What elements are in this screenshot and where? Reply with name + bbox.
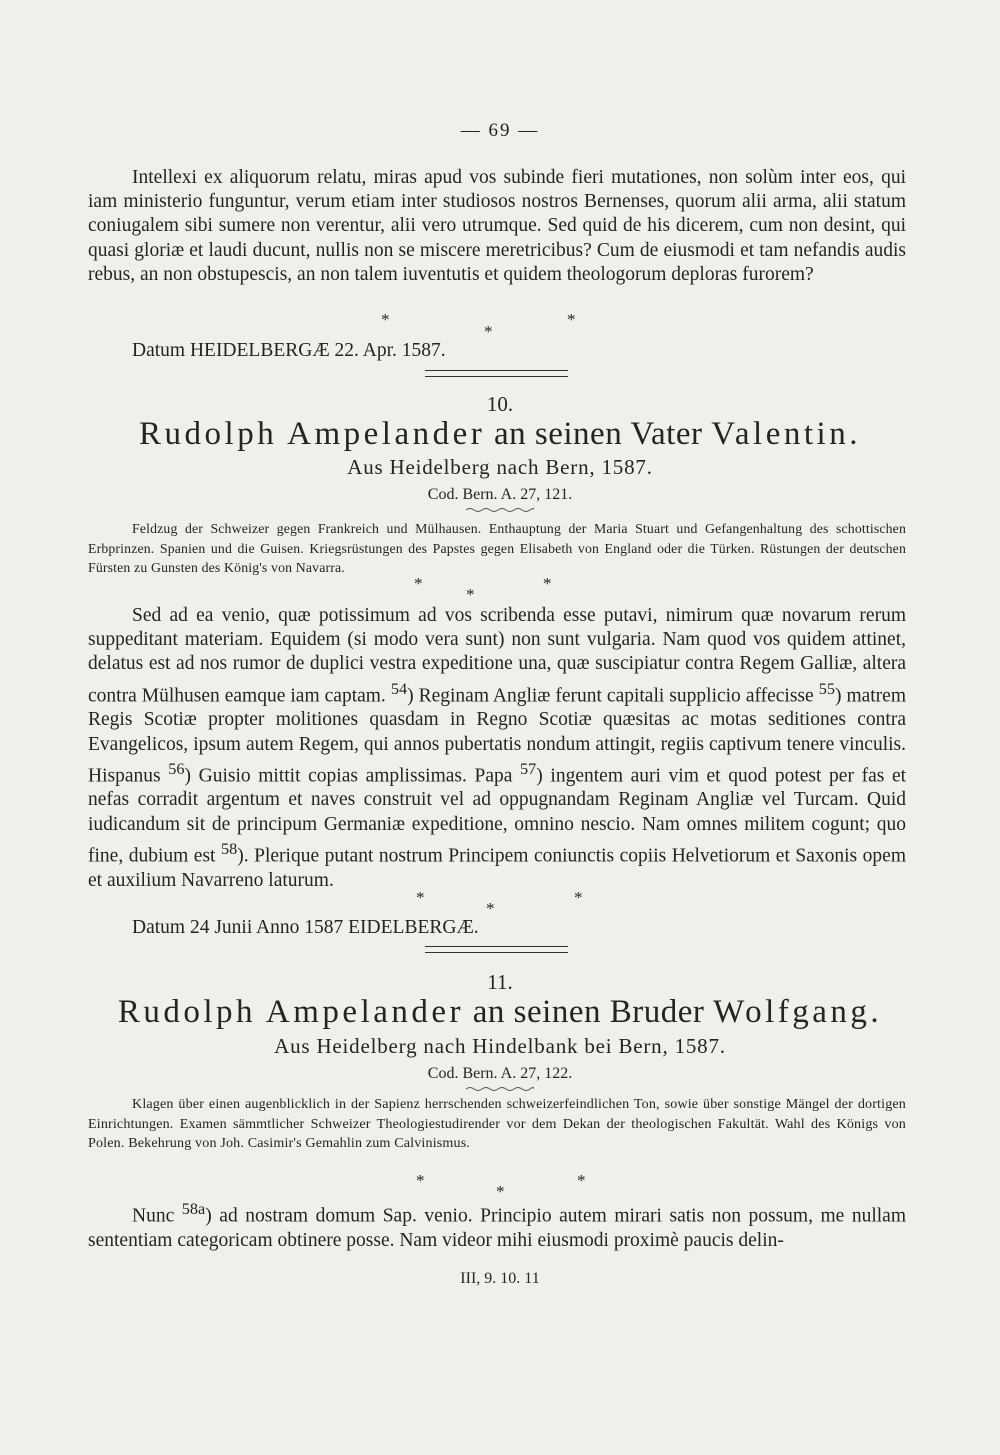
letter-number: 10. [486,392,514,416]
footnote-ref: 58a [181,1200,206,1218]
page-footer-signature: III, 9. 10. 11 [460,1270,540,1287]
text-run: Sed ad ea venio, quæ potissimum ad vos scribenda esse putavi, nimirum quæ novarum rerum suppeditant materiam. Equidem (si modo vera sunt) non sunt vulgaria. Nam quod vos quidem attinet, delatus est ad nos rumor de duplici vestra expeditione una, quæ suscipiatur contra Regem Galliæ, altera contra Mülhusen eamque iam captam. [88,605,906,707]
title-sender: Rudolph Ampelander [117,994,465,1030]
title-recipient: Wolfgang. [713,994,883,1030]
star: * [381,310,390,329]
letter-subtitle: Aus Heidelberg nach Bern, 1587. [347,455,653,479]
letter11-paragraph [88,1197,906,1253]
separator-stars [0,1171,1000,1199]
title-sender: Rudolph Ampelander [139,416,486,452]
letter9-paragraph-block [88,166,906,287]
separator-stars [0,888,1000,916]
star: * [543,574,552,593]
letter11-summary: Klagen über einen augenblicklich in der Sapienz herrschenden schweizerfeindlichen Ton, sowie über sonstige Mängel der dortigen Einrichtungen. Examen sämmtlicher Schweizer Theologiestudirender vor dem Dekan der theologischen Fakultät. Wahl des Königs von Polen. Bekehrung von Joh. Casimir's Gemahlin zum Calvinismus. [88,1096,906,1151]
letter10-paragraph [88,604,906,893]
letter9-paragraph: Intellexi ex aliquorum relatu, miras apud vos subinde fieri mutationes, non solùm inter eos, qui iam ministerio funguntur, verum etiam inter studiosos nostros Bernenses, quorum alii arma, alii statum coniugalem sibi sumere non verentur, alii vero utrumque. Sed quid de his dicerem, cum non desint, qui quasi gloriæ et laudi ducunt, nullis non se miscere meretricibus? Cum de eiusmodi et tam nefandis audis rebus, an non obstupescis, an non talem iuventutis et quidem theologorum deploras furorem? [88,167,906,285]
letter-title [0,994,1000,1031]
footnote-ref: 55 [818,679,835,698]
wave-ornament [466,1086,534,1092]
star: * [414,574,423,593]
star: * [496,1182,505,1201]
codex-reference: Cod. Bern. A. 27, 122. [427,1065,573,1082]
letter-title [0,416,1000,453]
letter11-paragraph-block [88,1197,906,1253]
separator-stars [0,310,1000,340]
wave-ornament [466,507,534,513]
star: * [416,888,425,907]
letter9-datum: Datum HEIDELBERGÆ 22. Apr. 1587. [132,340,446,361]
letter-subtitle: Aus Heidelberg nach Hindelbank bei Bern, 1587. [274,1034,726,1058]
footnote-ref: 56 [168,759,185,778]
text-run: ) Reginam Angliæ ferunt capitali supplicio affecisse [407,685,814,707]
letter10-summary-block [88,519,906,578]
text-run: Nunc [132,1205,175,1227]
page-number: — 69 — [460,120,540,141]
text-run: ) ad nostram domum Sap. venio. Principio autem mirari satis non possum, me nullam sententiam categoricam obtinere posse. Nam videor mihi eiusmodi proximè paucis delin- [88,1205,907,1251]
section-divider [425,946,568,953]
star: * [484,322,493,341]
title-middle: an seinen Vater [494,416,703,452]
separator-stars [0,574,1000,602]
star: * [486,899,495,918]
text-run: ) Guisio mittit copias amplissimas. Papa [184,765,513,787]
footnote-ref: 58 [220,839,238,858]
star: * [567,310,576,329]
letter10-summary: Feldzug der Schweizer gegen Frankreich und Mülhausen. Enthauptung der Maria Stuart und Gefangenhaltung des schottischen Erbprinzen. Spanien und die Guisen. Kriegsrüstungen des Papstes gegen Elisabeth von England oder die Türken. Rüstungen der deutschen Fürsten zu Gunsten des König's von Navarra. [88,521,906,575]
footnote-ref: 54 [390,679,408,698]
text-run: ) ingentem auri vim et quod potest per fas et nefas corradit argentum et naves construit vel ad oppugnandam Reginam Angliæ vel Turcam. Quid iudicandum sit de principum Germaniæ expeditione, omnino nescio. Nam omnes militem cogunt; quo fine, dubium est [88,765,907,867]
text-run: ). Plerique putant nostrum Principem coniunctis copiis Helvetiorum et Saxonis opem et auxilium Navarreno laturum. [88,845,906,891]
title-middle: an seinen Bruder [472,994,705,1030]
star: * [466,585,475,604]
title-recipient: Valentin. [711,416,861,452]
letter10-paragraph-block [88,604,906,893]
letter11-summary-block [88,1095,906,1154]
star: * [574,888,583,907]
codex-reference: Cod. Bern. A. 27, 121. [427,486,573,503]
section-divider [425,370,568,377]
star: * [577,1171,586,1190]
footnote-ref: 57 [520,759,537,778]
letter10-datum: Datum 24 Junii Anno 1587 EIDELBERGÆ. [132,917,479,938]
star: * [416,1171,425,1190]
text-run: ) matrem Regis Scotiæ propter molitiones quasdam in Regno Scotiæ quæsitas ac motas seditiones contra Evangelicos, ipsum autem Regem, qui annos pubertatis nondum attingit, regiis captivum tenere vinculis. Hispanus [88,685,906,787]
letter-number: 11. [487,970,513,994]
